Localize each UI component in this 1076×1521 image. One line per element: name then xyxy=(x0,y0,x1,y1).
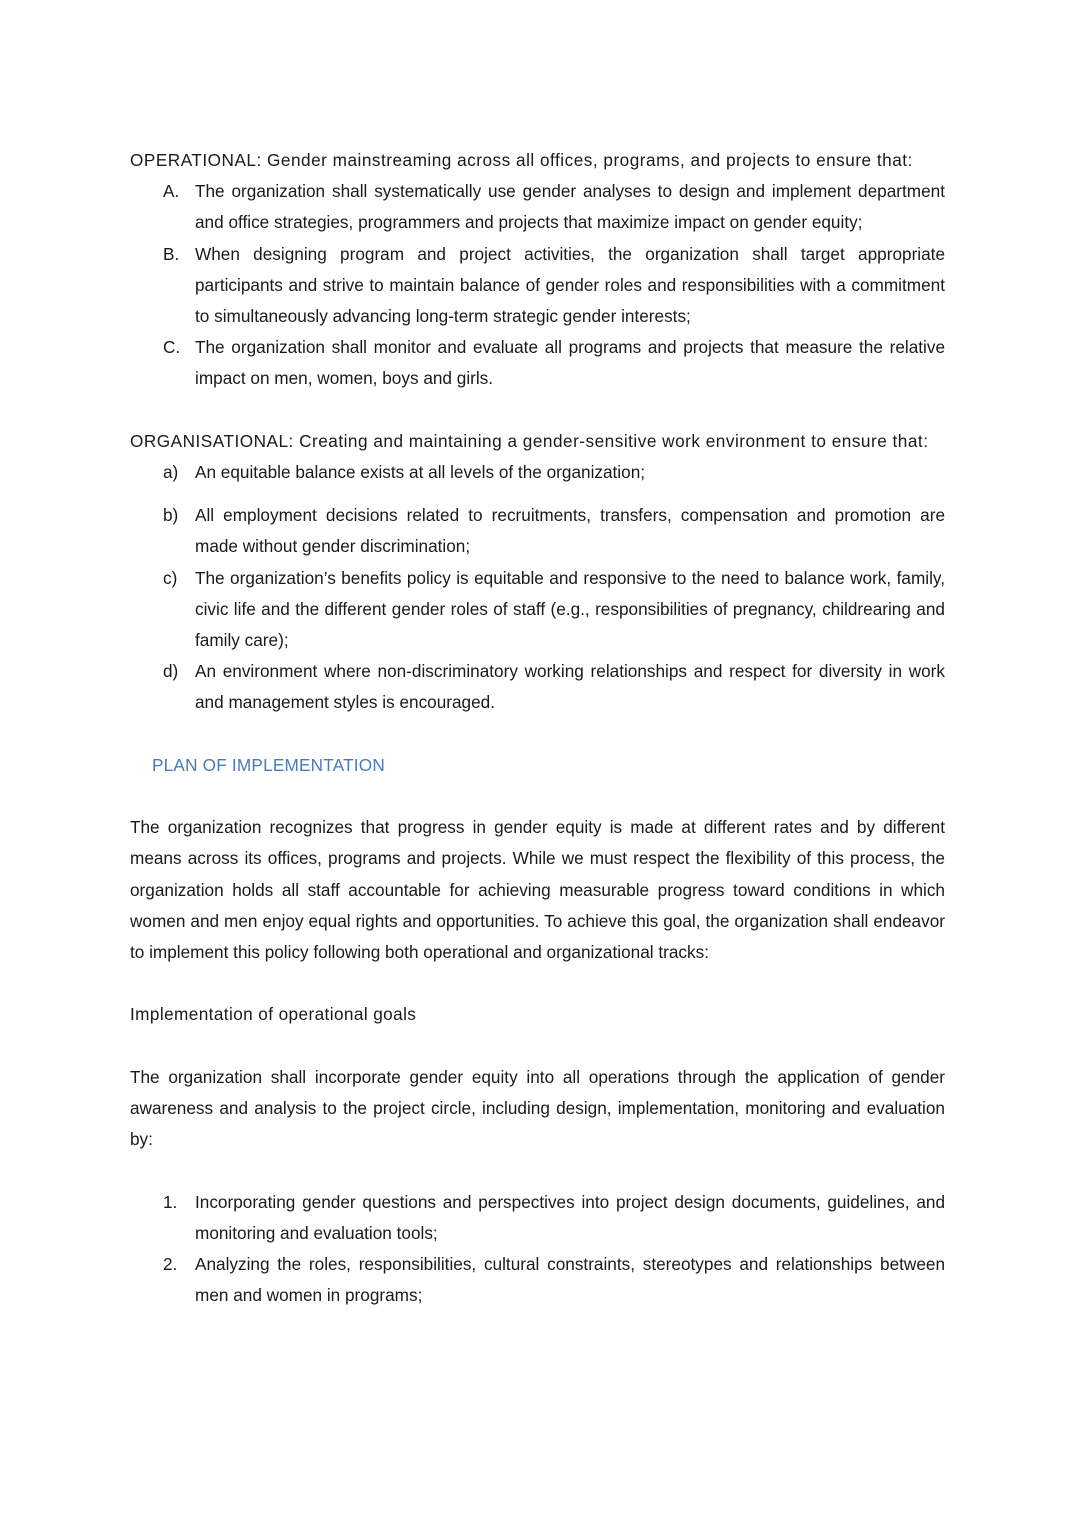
list-marker: d) xyxy=(163,661,179,682)
list-marker: 1. xyxy=(163,1191,178,1212)
list-item xyxy=(130,457,945,488)
plan-heading: PLAN OF IMPLEMENTATION xyxy=(152,754,385,775)
plan-paragraph: The organization recognizes that progress in gender equity is made at different rates and by different means across its offices, programs and projects. While we must respect the flexibility of this process, the organization holds all staff accountable for achieving measurable progress toward conditions in which women and men enjoy equal rights and opportunities. To achieve this goal, the organization shall endeavor to implement this policy following both operational and organizational tracks: xyxy=(130,817,945,963)
list-item xyxy=(130,176,945,238)
operational-goals-list xyxy=(130,1187,945,1312)
list-item xyxy=(130,239,945,333)
list-marker: c) xyxy=(163,567,178,588)
list-item xyxy=(130,1249,945,1311)
list-item-text: An environment where non-discriminatory working relationships and respect for diversity in work and management styles is encouraged. xyxy=(195,661,945,713)
list-marker: A. xyxy=(163,181,180,202)
document-page xyxy=(130,145,945,1311)
list-marker: C. xyxy=(163,337,181,358)
operational-list xyxy=(130,176,945,394)
list-item-text: Analyzing the roles, responsibilities, cultural constraints, stereotypes and relationships between men and women in programs; xyxy=(195,1254,945,1306)
operational-goals-heading: Implementation of operational goals xyxy=(130,1004,417,1025)
list-marker: b) xyxy=(163,505,179,526)
organisational-list xyxy=(130,457,945,488)
list-item xyxy=(130,500,945,562)
list-item xyxy=(130,563,945,657)
list-item-text: The organization shall systematically use gender analyses to design and implement department and office strategies, programmers and projects that maximize impact on gender equity; xyxy=(195,181,945,233)
list-item-text: All employment decisions related to recruitments, transfers, compensation and promotion are made without gender discrimination; xyxy=(195,505,945,557)
organisational-intro: ORGANISATIONAL: Creating and maintaining a gender-sensitive work environment to ensure that: xyxy=(130,430,929,451)
list-item xyxy=(130,1187,945,1249)
list-item-text: The organization’s benefits policy is equitable and responsive to the need to balance work, family, civic life and the different gender roles of staff (e.g., responsibilities of pregnancy, childrearing and family care); xyxy=(195,567,945,651)
organisational-list-continued xyxy=(130,500,945,718)
list-item xyxy=(130,332,945,394)
list-item-text: Incorporating gender questions and perspectives into project design documents, guidelines, and monitoring and evaluation tools; xyxy=(195,1191,945,1243)
list-item-text: An equitable balance exists at all levels of the organization; xyxy=(195,462,646,483)
operational-intro: OPERATIONAL: Gender mainstreaming across all offices, programs, and projects to ensure that: xyxy=(130,150,913,170)
list-item-text: When designing program and project activities, the organization shall target appropriate participants and strive to maintain balance of gender roles and responsibilities with a commitment to simultaneously advancing long-term strategic gender interests; xyxy=(195,243,945,327)
list-marker: 2. xyxy=(163,1254,178,1275)
list-marker: a) xyxy=(163,462,179,483)
list-item-text: The organization shall monitor and evaluate all programs and projects that measure the relative impact on men, women, boys and girls. xyxy=(195,337,945,389)
list-marker: B. xyxy=(163,243,180,264)
operational-goals-paragraph: The organization shall incorporate gender equity into all operations through the application of gender awareness and analysis to the project circle, including design, implementation, monitoring and evaluation by: xyxy=(130,1066,945,1150)
list-item xyxy=(130,656,945,718)
